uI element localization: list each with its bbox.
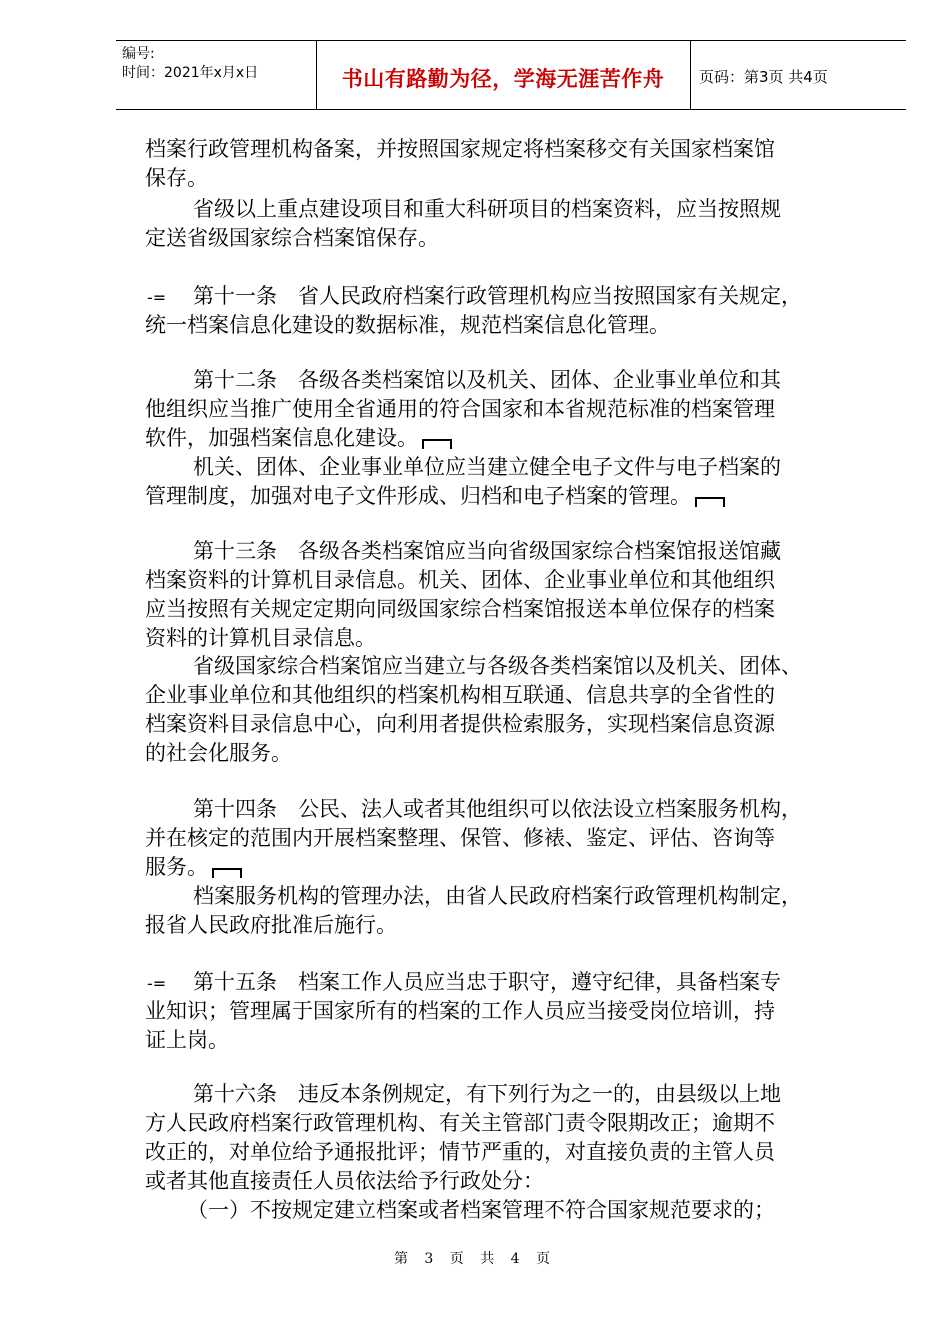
time-label: 时间：2021年x月x日 <box>122 65 259 81</box>
paragraph <box>145 882 870 940</box>
paragraph <box>145 135 870 193</box>
header-divider <box>690 41 691 109</box>
text-line: 报省人民政府批准后施行。 <box>145 913 397 937</box>
text-line: 统一档案信息化建设的数据标准，规范档案信息化管理。 <box>145 313 670 337</box>
text-line: 第十四条 公民、法人或者其他组织可以依法设立档案服务机构， <box>193 797 802 821</box>
paragraph <box>145 795 870 882</box>
text-line: 定送省级国家综合档案馆保存。 <box>145 226 439 250</box>
paragraph <box>145 195 870 253</box>
text-line: 档案资料目录信息中心，向利用者提供检索服务，实现档案信息资源 <box>145 712 775 736</box>
edit-mark-icon <box>212 868 242 878</box>
text-line: 省级以上重点建设项目和重大科研项目的档案资料，应当按照规 <box>193 197 781 221</box>
header-meta <box>122 45 318 83</box>
paragraph <box>145 968 870 1055</box>
paragraph <box>145 537 870 653</box>
revision-mark: -= <box>147 288 167 307</box>
text-line: 业知识；管理属于国家所有的档案的工作人员应当接受岗位培训，持 <box>145 999 775 1023</box>
text-line: 或者其他直接责任人员依法给予行政处分： <box>145 1169 544 1193</box>
paragraph <box>145 652 870 768</box>
text-line: 软件，加强档案信息化建设。 <box>145 426 418 450</box>
text-line: （一）不按规定建立档案或者档案管理不符合国家规范要求的； <box>187 1198 775 1222</box>
number-label: 编号: <box>122 46 155 62</box>
revision-mark: -= <box>147 974 167 993</box>
header-page-info: 页码：第3页 共4页 <box>699 68 828 86</box>
text-line: 服务。 <box>145 855 208 879</box>
page-header <box>116 40 906 110</box>
edit-mark-icon <box>422 439 452 449</box>
paragraph <box>145 453 870 511</box>
text-line: 档案服务机构的管理办法，由省人民政府档案行政管理机构制定， <box>193 884 802 908</box>
text-line: 企业事业单位和其他组织的档案机构相互联通、信息共享的全省性的 <box>145 683 775 707</box>
text-line: 档案资料的计算机目录信息。机关、团体、企业事业单位和其他组织 <box>145 568 775 592</box>
text-line: 的社会化服务。 <box>145 741 292 765</box>
edit-mark-icon <box>695 497 725 507</box>
text-line: 第十三条 各级各类档案馆应当向省级国家综合档案馆报送馆藏 <box>193 539 781 563</box>
paragraph <box>145 282 870 340</box>
text-line: 管理制度，加强对电子文件形成、归档和电子档案的管理。 <box>145 484 691 508</box>
footer-page-number: 第 3 页 共 4 页 <box>393 1251 557 1267</box>
paragraph <box>145 1196 870 1225</box>
text-line: 第十五条 档案工作人员应当忠于职守，遵守纪律，具备档案专 <box>193 970 781 994</box>
header-motto: 书山有路勤为径，学海无涯苦作舟 <box>341 67 665 91</box>
text-line: 保存。 <box>145 166 208 190</box>
text-line: 第十六条 违反本条例规定，有下列行为之一的，由县级以上地 <box>193 1082 781 1106</box>
text-line: 他组织应当推广使用全省通用的符合国家和本省规范标准的档案管理 <box>145 397 775 421</box>
text-line: 省级国家综合档案馆应当建立与各级各类档案馆以及机关、团体、 <box>193 654 802 678</box>
page-footer <box>0 1248 950 1268</box>
paragraph <box>145 1080 870 1196</box>
text-line: 档案行政管理机构备案，并按照国家规定将档案移交有关国家档案馆 <box>145 137 775 161</box>
text-line: 证上岗。 <box>145 1028 229 1052</box>
text-line: 机关、团体、企业事业单位应当建立健全电子文件与电子档案的 <box>193 455 781 479</box>
paragraph <box>145 366 870 453</box>
text-line: 并在核定的范围内开展档案整理、保管、修裱、鉴定、评估、咨询等 <box>145 826 775 850</box>
text-line: 第十二条 各级各类档案馆以及机关、团体、企业事业单位和其 <box>193 368 781 392</box>
text-line: 资料的计算机目录信息。 <box>145 626 376 650</box>
text-line: 改正的，对单位给予通报批评；情节严重的，对直接负责的主管人员 <box>145 1140 775 1164</box>
text-line: 方人民政府档案行政管理机构、有关主管部门责令限期改正；逾期不 <box>145 1111 775 1135</box>
text-line: 应当按照有关规定定期向同级国家综合档案馆报送本单位保存的档案 <box>145 597 775 621</box>
text-line: 第十一条 省人民政府档案行政管理机构应当按照国家有关规定， <box>193 284 802 308</box>
